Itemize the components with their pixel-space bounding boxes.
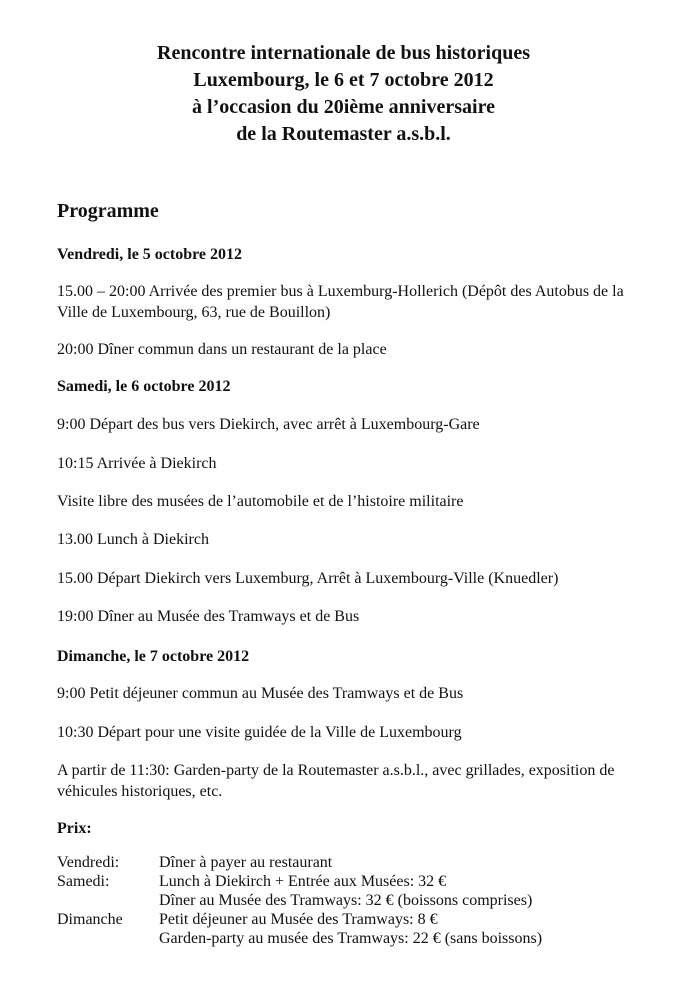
programme-item: Visite libre des musées de l’automobile et de l’histoire militaire [57, 493, 464, 510]
price-description: Lunch à Diekirch + Entrée aux Musées: 32 € [159, 873, 447, 890]
price-day: Samedi: [57, 873, 110, 890]
price-row [57, 872, 542, 891]
day-heading-saturday: Samedi, le 6 octobre 2012 [57, 378, 231, 395]
programme-item: 19:00 Dîner au Musée des Tramways et de Bus [57, 608, 360, 625]
price-day: Vendredi: [57, 854, 120, 871]
price-description: Garden-party au musée des Tramways: 22 € (sans boissons) [159, 930, 543, 947]
price-row [57, 929, 542, 948]
programme-item: 15.00 – 20:00 Arrivée des premier bus à Luxemburg-Hollerich (Dépôt des Autobus de la Ville de Luxembourg, 63, rue de Bouillon) [57, 283, 624, 321]
price-day: Dimanche [57, 911, 123, 928]
title-line: de la Routemaster a.s.b.l. [236, 123, 451, 145]
programme-item: 9:00 Petit déjeuner commun au Musée des Tramways et de Bus [57, 685, 464, 702]
prix-heading: Prix: [57, 820, 92, 837]
programme-item: 10:15 Arrivée à Diekirch [57, 455, 217, 472]
document-title [0, 40, 687, 148]
title-line: à l’occasion du 20ième anniversaire [192, 96, 495, 118]
title-line: Luxembourg, le 6 et 7 octobre 2012 [193, 69, 494, 91]
price-row [57, 853, 542, 872]
title-line: Rencontre internationale de bus historiques [157, 42, 530, 64]
price-row [57, 891, 542, 910]
programme-item: 9:00 Départ des bus vers Diekirch, avec arrêt à Luxembourg-Gare [57, 416, 480, 433]
programme-item: A partir de 11:30: Garden-party de la Routemaster a.s.b.l., avec grillades, exposition de véhicules historiques, etc. [57, 762, 615, 800]
price-table [57, 853, 542, 948]
price-day [57, 891, 159, 910]
programme-item: 15.00 Départ Diekirch vers Luxemburg, Arrêt à Luxembourg-Ville (Knuedler) [57, 570, 559, 587]
price-day [57, 929, 159, 948]
day-heading-friday: Vendredi, le 5 octobre 2012 [57, 246, 243, 263]
programme-heading: Programme [57, 200, 159, 222]
programme-item: 20:00 Dîner commun dans un restaurant de la place [57, 341, 387, 358]
price-description: Petit déjeuner au Musée des Tramways: 8 € [159, 911, 438, 928]
price-description: Dîner au Musée des Tramways: 32 € (boissons comprises) [159, 892, 533, 909]
price-description: Dîner à payer au restaurant [159, 854, 333, 871]
day-heading-sunday: Dimanche, le 7 octobre 2012 [57, 648, 250, 665]
programme-item: 13.00 Lunch à Diekirch [57, 531, 209, 548]
price-row [57, 910, 542, 929]
programme-item: 10:30 Départ pour une visite guidée de la Ville de Luxembourg [57, 724, 462, 741]
